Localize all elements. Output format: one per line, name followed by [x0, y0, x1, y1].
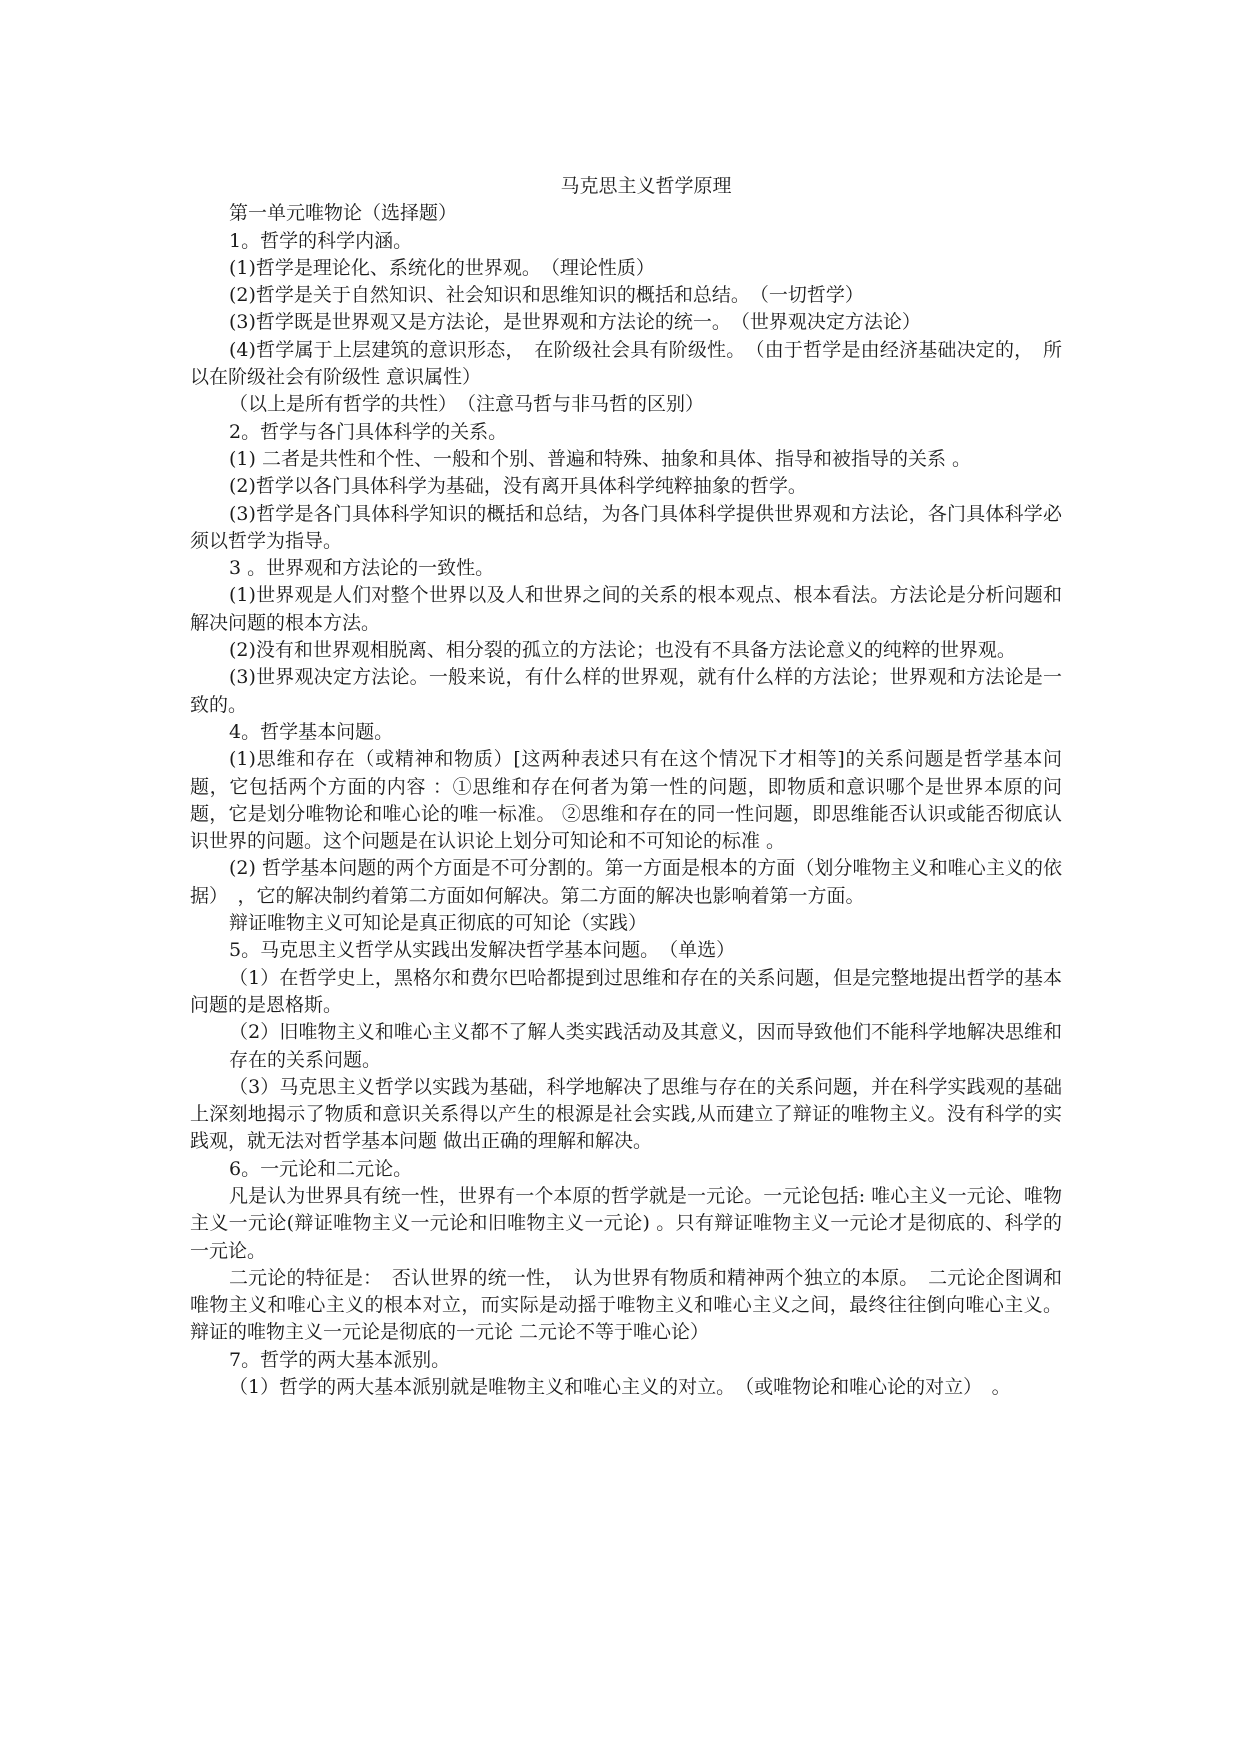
paragraph: (1)哲学是理论化、系统化的世界观。 （理论性质）: [229, 256, 655, 279]
paragraph: （3）马克思主义哲学以实践为基础，科学地解决了思维与存在的关系问题，并在科学实践观的基础上深刻地揭示了物质和意识关系得以产生的根源是社会实践,从而建立了辩证的唯物主义。没有科学的实践观，就无法对哲学基本问题 做出正确的理解和解决。: [190, 1075, 1062, 1153]
paragraph: （以上是所有哲学的共性） （注意马哲与非马哲的区别）: [229, 393, 705, 416]
paragraph: (1)世界观是人们对整个世界以及人和世界之间的关系的根本观点、根本看法。方法论是分析问题和解决问题的根本方法。: [190, 584, 1062, 634]
section-heading-2: 2。哲学与各门具体科学的关系。: [229, 420, 508, 443]
paragraph: （1）在哲学史上，黑格尔和费尔巴哈都提到过思维和存在的关系问题，但是完整地提出哲学的基本问题的是恩格斯。: [190, 966, 1062, 1016]
paragraph: (2)没有和世界观相脱离、相分裂的孤立的方法论；也没有不具备方法论意义的纯粹的世界观。: [229, 639, 1016, 662]
document-body: [190, 173, 1062, 1401]
unit-heading: 第一单元唯物论（选择题）: [229, 202, 458, 225]
section-heading-4: 4。哲学基本问题。: [229, 720, 394, 743]
paragraph: 辩证唯物主义可知论是真正彻底的可知论（实践）: [229, 912, 648, 935]
paragraph: (2)哲学以各门具体科学为基础，没有离开具体科学纯粹抽象的哲学。: [229, 475, 807, 498]
section-heading-6: 6。一元论和二元论。: [229, 1157, 413, 1180]
section-heading-5: 5。马克思主义哲学从实践出发解决哲学基本问题。 （单选）: [229, 939, 736, 962]
paragraph: (1) 二者是共性和个性、一般和个别、普遍和特殊、抽象和具体、指导和被指导的关系 。: [229, 447, 971, 470]
paragraph: （1）哲学的两大基本派别就是唯物主义和唯心主义的对立。 （或唯物论和唯心论的对立） 。: [229, 1376, 1011, 1399]
document-title: 马克思主义哲学原理: [560, 175, 732, 197]
paragraph: (2)哲学是关于自然知识、社会知识和思维知识的概括和总结。 （一切哲学）: [229, 284, 864, 307]
paragraph: （2）旧唯物主义和唯心主义都不了解人类实践活动及其意义，因而导致他们不能科学地解决思维和存在的关系问题。: [229, 1021, 1062, 1071]
paragraph: (3)哲学既是世界观又是方法论，是世界观和方法论的统一。 （世界观决定方法论）: [229, 311, 921, 334]
paragraph: (4)哲学属于上层建筑的意识形态， 在阶级社会具有阶级性。 （由于哲学是由经济基础决定的， 所以在阶级社会有阶级性 意识属性）: [190, 338, 1062, 389]
section-heading-3: 3 。世界观和方法论的一致性。: [229, 557, 495, 580]
section-heading-1: 1。哲学的科学内涵。: [229, 229, 413, 252]
paragraph: 凡是认为世界具有统一性，世界有一个本原的哲学就是一元论。一元论包括: 唯心主义一元论、唯物主义一元论(辩证唯物主义一元论和旧唯物主义一元论) 。只有辩证唯物主义一元论才是彻底的、科学的一元论。: [190, 1184, 1062, 1262]
paragraph: (2) 哲学基本问题的两个方面是不可分割的。第一方面是根本的方面（划分唯物主义和唯心主义的依据） ，它的解决制约着第二方面如何解决。第二方面的解决也影响着第一方面。: [190, 857, 1062, 907]
paragraph: (1)思维和存在（或精神和物质）[这两种表述只有在这个情况下才相等]的关系问题是哲学基本问题，它包括两个方面的内容 ：①思维和存在何者为第一性的问题，即物质和意识哪个是世界本原的问题，它是划分唯物论和唯心论的唯一标准。 ②思维和存在的同一性问题，即思维能否认识或能否彻底认识世界的问题。这个问题是在认识论上划分可知论和不可知论的标准 。: [190, 748, 1062, 853]
paragraph: (3)哲学是各门具体科学知识的概括和总结，为各门具体科学提供世界观和方法论，各门具体科学必须以哲学为指导。: [190, 502, 1062, 552]
section-heading-7: 7。哲学的两大基本派别。: [229, 1348, 451, 1371]
paragraph: (3)世界观决定方法论。一般来说，有什么样的世界观，就有什么样的方法论；世界观和方法论是一致的。: [190, 666, 1062, 716]
paragraph: 二元论的特征是： 否认世界的统一性， 认为世界有物质和精神两个独立的本原。 二元论企图调和唯物主义和唯心主义的根本对立，而实际是动摇于唯物主义和唯心主义之间，最终往往倒向唯心主义。辩证的唯物主义一元论是彻底的一元论 二元论不等于唯心论）: [190, 1266, 1062, 1344]
